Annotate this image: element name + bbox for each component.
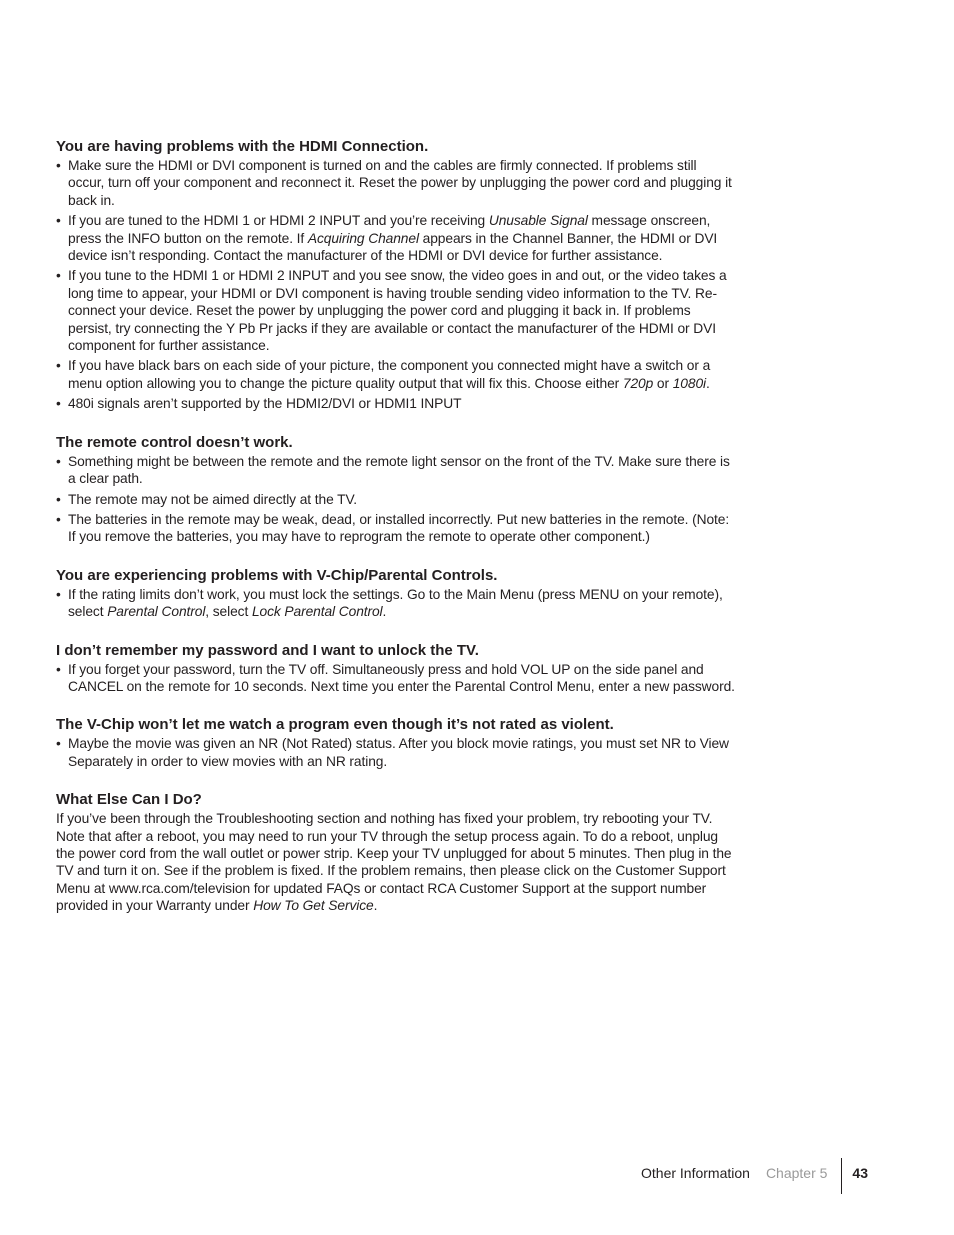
footer-section-title: Other Information xyxy=(641,1165,750,1181)
bullet-item: • The batteries in the remote may be weak, dead, or installed incorrectly. Put new batteries in the remote. (Note: If you remove the batteries, you may have to reprogram the remote to operate other component.) xyxy=(56,511,736,546)
bullet-item: • If you have black bars on each side of your picture, the component you connected might have a switch or a menu option allowing you to change the picture quality output that will fix this. Choose either 720p or 1080i. xyxy=(56,357,736,392)
page-content xyxy=(56,137,736,915)
bullet-item: • If you tune to the HDMI 1 or HDMI 2 INPUT and you see snow, the video goes in and out, or the video takes a long time to appear, your HDMI or DVI component is having trouble sending video information to the TV. Re-connect your device. Reset the power by unplugging the power cord and plugging it back in. If problems persist, try connecting the Y Pb Pr jacks if they are available or contact the manufacturer of the HDMI or DVI component for further assistance. xyxy=(56,267,736,354)
bullet-item: • Maybe the movie was given an NR (Not Rated) status. After you block movie ratings, you must set NR to View Separately in order to view movies with an NR rating. xyxy=(56,735,736,770)
bullet-list xyxy=(56,661,736,696)
section-heading: You are having problems with the HDMI Connection. xyxy=(56,138,429,155)
bullet-list xyxy=(56,157,736,413)
bullet-list xyxy=(56,453,736,546)
bullet-list xyxy=(56,586,736,621)
page-number: 43 xyxy=(852,1165,868,1181)
section-heading: What Else Can I Do? xyxy=(56,791,202,809)
bullet-item: • If you forget your password, turn the TV off. Simultaneously press and hold VOL UP on the side panel and CANCEL on the remote for 10 seconds. Next time you enter the Parental Control Menu, enter a new password. xyxy=(56,661,736,696)
section-heading: The remote control doesn’t work. xyxy=(56,433,293,451)
bullet-item: • If the rating limits don’t work, you must lock the settings. Go to the Main Menu (press MENU on your remote), select Parental Control, select Lock Parental Control. xyxy=(56,586,736,621)
bullet-item: • The remote may not be aimed directly at the TV. xyxy=(56,491,736,508)
bullet-item: • Make sure the HDMI or DVI component is turned on and the cables are firmly connected. If problems still occur, turn off your component and reconnect it. Reset the power by unplugging the power cord and plugging it back in. xyxy=(56,157,736,209)
bullet-item: • If you are tuned to the HDMI 1 or HDMI 2 INPUT and you’re receiving Unusable Signal message onscreen, press the INFO button on the remote. If Acquiring Channel appears in the Channel Banner, the HDMI or DVI device isn’t responding. Contact the manufacturer of the HDMI or DVI device for further assistance. xyxy=(56,212,736,264)
bullet-list xyxy=(56,735,736,770)
section-vchip-rating xyxy=(56,715,736,770)
section-heading: I don’t remember my password and I want to unlock the TV. xyxy=(56,641,479,659)
section-vchip-parental xyxy=(56,566,736,621)
section-heading: You are experiencing problems with V-Chip/Parental Controls. xyxy=(56,566,498,584)
bullet-item: • 480i signals aren’t supported by the HDMI2/DVI or HDMI1 INPUT xyxy=(56,395,736,412)
footer-divider xyxy=(841,1158,842,1194)
section-hdmi xyxy=(56,137,736,413)
section-what-else xyxy=(56,790,736,914)
section-remote xyxy=(56,433,736,546)
section-heading: The V-Chip won’t let me watch a program even though it’s not rated as violent. xyxy=(56,716,614,734)
section-password xyxy=(56,641,736,696)
section-paragraph: If you’ve been through the Troubleshooting section and nothing has fixed your problem, try rebooting your TV. Note that after a reboot, you may need to run your TV through the setup process again. To do a reboot, unplug the power cord from the wall outlet or power strip. Keep your TV unplugged for about 5 minutes. Then plug in the TV and turn it on. See if the problem is fixed. If the problem remains, then please click on the Customer Support Menu at www.rca.com/television for updated FAQs or contact RCA Customer Support at the support number provided in your Warranty under How To Get Service. xyxy=(56,811,732,914)
footer-chapter: Chapter 5 xyxy=(765,1165,828,1181)
page-footer xyxy=(641,1162,868,1184)
bullet-item: • Something might be between the remote and the remote light sensor on the front of the TV. Make sure there is a clear path. xyxy=(56,453,736,488)
